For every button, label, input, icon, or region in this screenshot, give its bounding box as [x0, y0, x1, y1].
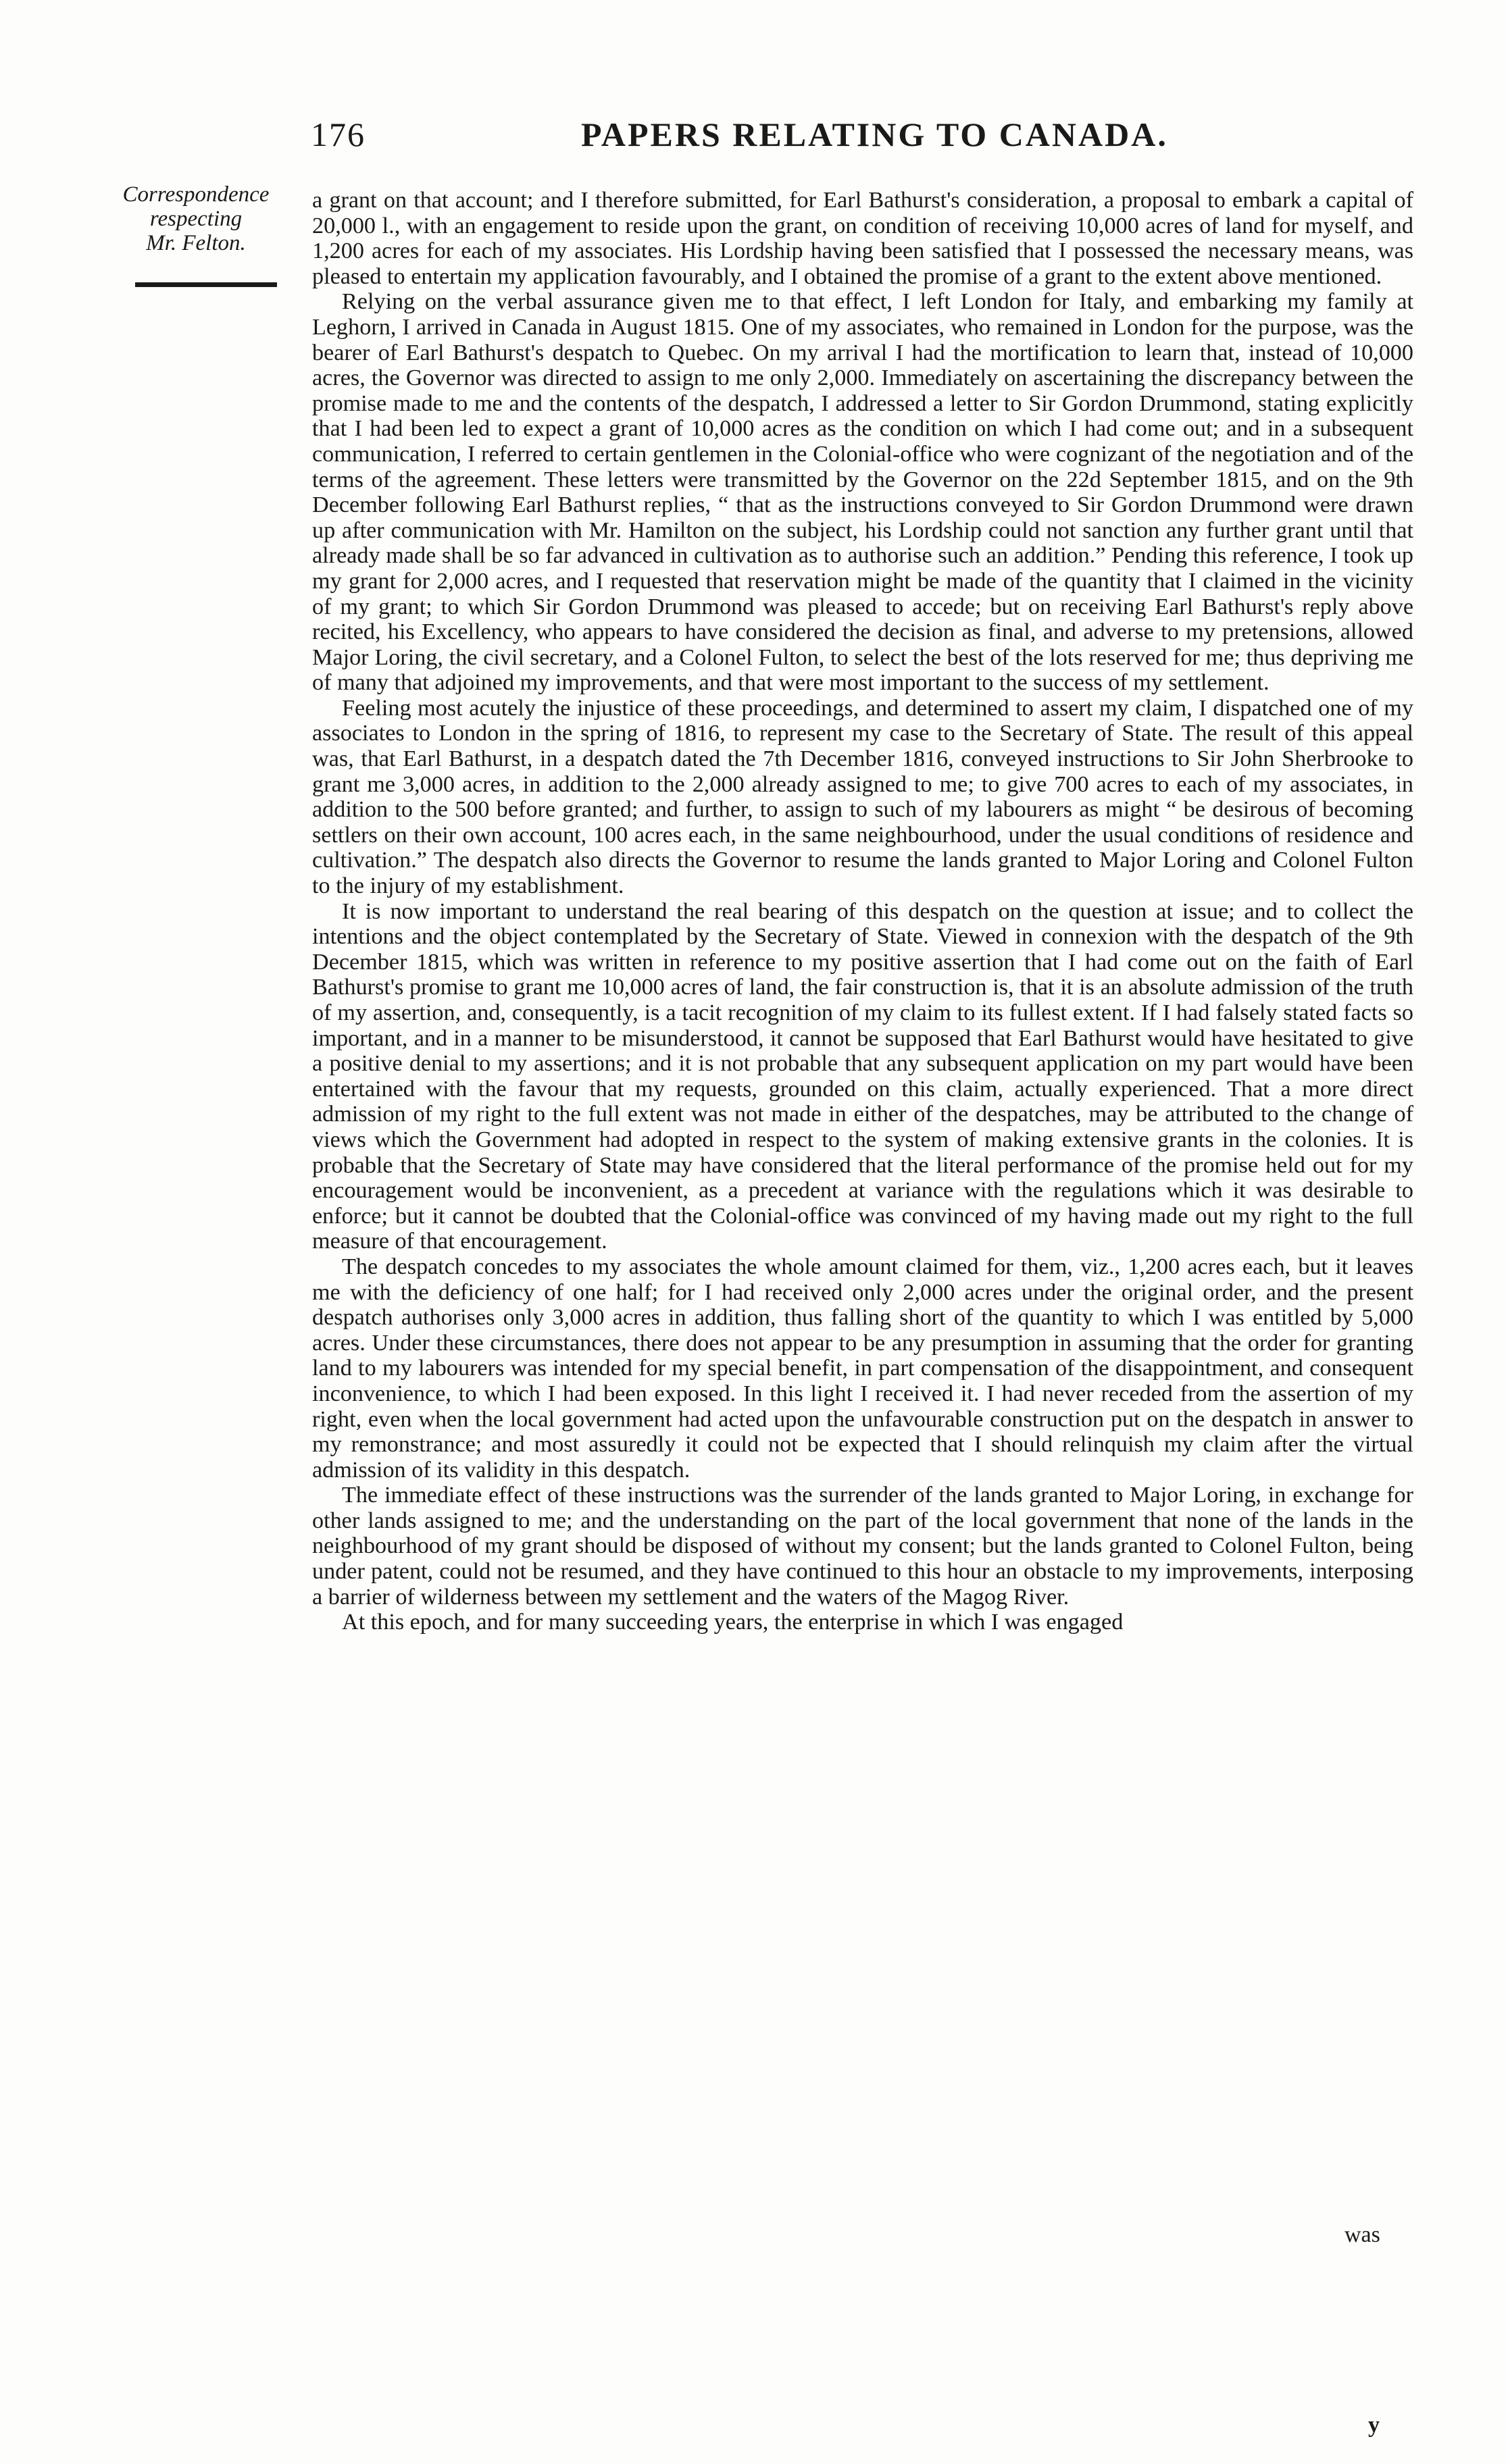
- margin-note: [115, 182, 277, 255]
- paragraph: a grant on that account; and I therefore submitted, for Earl Bathurst's consideration, a proposal to embark a capital of 20,000 l., with an engagement to reside upon the grant, on condition of receiving 10,000 acres of land for myself, and 1,200 acres for each of my associates. His Lordship having been satisfied that I possessed the necessary means, was pleased to entertain my application favourably, and I obtained the promise of a grant to the extent above mentioned.: [312, 188, 1413, 289]
- paragraph: At this epoch, and for many succeeding years, the enterprise in which I was engaged: [342, 1610, 1124, 1635]
- paragraph: Feeling most acutely the injustice of these proceedings, and determined to assert my claim, I dispatched one of my associates to London in the spring of 1816, to represent my case to the Secretary of State. The result of this appeal was, that Earl Bathurst, in a despatch dated the 7th December 1816, conveyed instructions to Sir John Sherbrooke to grant me 3,000 acres, in addition to the 2,000 already assigned to me; to give 700 acres to each of my associates, in addition to the 500 before granted; and further, to assign to such of my labourers as might “ be desirous of becoming settlers on their own account, 100 acres each, in the same neighbourhood, under the usual conditions of residence and cultivation.” The despatch also directs the Governor to resume the lands granted to Major Loring and Colonel Fulton to the injury of my establishment.: [312, 695, 1413, 899]
- paragraph: The despatch concedes to my associates the whole amount claimed for them, viz., 1,200 acres each, but it leaves me with the deficiency of one half; for I had received only 2,000 acres under the original order, and the present despatch authorises only 3,000 acres in addition, thus falling short of the quantity to which I was entitled by 5,000 acres. Under these circumstances, there does not appear to be any presumption in assuming that the order for granting land to my labourers was intended for my special benefit, in part compensation of the disappointment, and consequent inconvenience, to which I had been exposed. In this light I received it. I had never receded from the assertion of my right, even when the local government had acted upon the unfavourable construction put on the despatch in answer to my remonstrance; and most assuredly it could not be expected that I should relinquish my claim after the virtual admission of its validity in this despatch.: [312, 1254, 1413, 1483]
- paragraph: Relying on the verbal assurance given me to that effect, I left London for Italy, and embarking my family at Leghorn, I arrived in Canada in August 1815. One of my associates, who remained in London for the purpose, was the bearer of Earl Bathurst's despatch to Quebec. On my arrival I had the mortification to learn that, instead of 10,000 acres, the Governor was directed to assign to me only 2,000. Immediately on ascertaining the discrepancy between the promise made to me and the contents of the despatch, I addressed a letter to Sir Gordon Drummond, stating explicitly that I had been led to expect a grant of 10,000 acres as the condition on which I had come out; and in a subsequent communication, I referred to certain gentlemen in the Colonial-office who were cognizant of the negotiation and of the terms of the agreement. These letters were transmitted by the Governor on the 22d September 1815, and on the 9th December following Earl Bathurst replies, “ that as the instructions conveyed to Sir Gordon Drummond were drawn up after communication with Mr. Hamilton on the subject, his Lordship could not sanction any further grant until that already made shall be so far advanced in cultivation as to authorise such an addition.” Pending this reference, I took up my grant for 2,000 acres, and I requested that reservation might be made of the quantity that I claimed in the vicinity of my grant; to which Sir Gordon Drummond was pleased to accede; but on receiving Earl Bathurst's reply above recited, his Excellency, who appears to have considered the decision as final, and adverse to my pretensions, allowed Major Loring, the civil secretary, and a Colonel Fulton, to select the best of the lots reserved for me; thus depriving me of many that adjoined my improvements, and that were most important to the success of my settlement.: [312, 289, 1413, 696]
- margin-note-line: Mr. Felton.: [146, 231, 246, 255]
- paragraph: The immediate effect of these instructions was the surrender of the lands granted to Major Loring, in exchange for other lands assigned to me; and the understanding on the part of the local government that none of the lands in the neighbourhood of my grant should be disposed of without my consent; but the lands granted to Colonel Fulton, being under patent, could not be resumed, and they have continued to this hour an obstacle to my improvements, interposing a barrier of wilderness between my settlement and the waters of the Magog River.: [312, 1483, 1413, 1610]
- page-header: [311, 115, 1419, 169]
- margin-note-line: respecting: [149, 207, 243, 231]
- margin-note-rule: [135, 282, 277, 287]
- running-title: PAPERS RELATING TO CANADA.: [581, 116, 1168, 153]
- paragraph: It is now important to understand the real bearing of this despatch on the question at issue; and to collect the intentions and the object contemplated by the Secretary of State. Viewed in connexion with the despatch of the 9th December 1815, which was written in reference to my positive assertion that I had come out on the faith of Earl Bathurst's promise to grant me 10,000 acres of land, the fair construction is, that it is an absolute admission of the truth of my assertion, and, consequently, is a tacit recognition of my claim to its fullest extent. If I had falsely stated facts so important, and in a manner to be misunderstood, it cannot be supposed that Earl Bathurst would have hesitated to give a positive denial to my assertions; and it is not probable that any subsequent application on my part would have been entertained with the favour that my requests, grounded on this claim, actually experienced. That a more direct admission of my right to the full extent was not made in either of the despatches, may be attributed to the change of views which the Government had adopted in respect to the system of making extensive grants in the colonies. It is probable that the Secretary of State may have considered that the literal performance of the promise held out for my encouragement would be inconvenient, as a precedent at variance with the regulations which it was desirable to enforce; but it cannot be doubted that the Colonial-office was convinced of my having made out my right to the full measure of that encouragement.: [312, 898, 1413, 1254]
- page-mark: y: [1368, 2413, 1380, 2438]
- catchword: was: [1344, 2222, 1380, 2247]
- page-number: 176: [311, 116, 366, 153]
- body-text: [312, 188, 1413, 1635]
- margin-note-line: Correspondence: [122, 182, 270, 207]
